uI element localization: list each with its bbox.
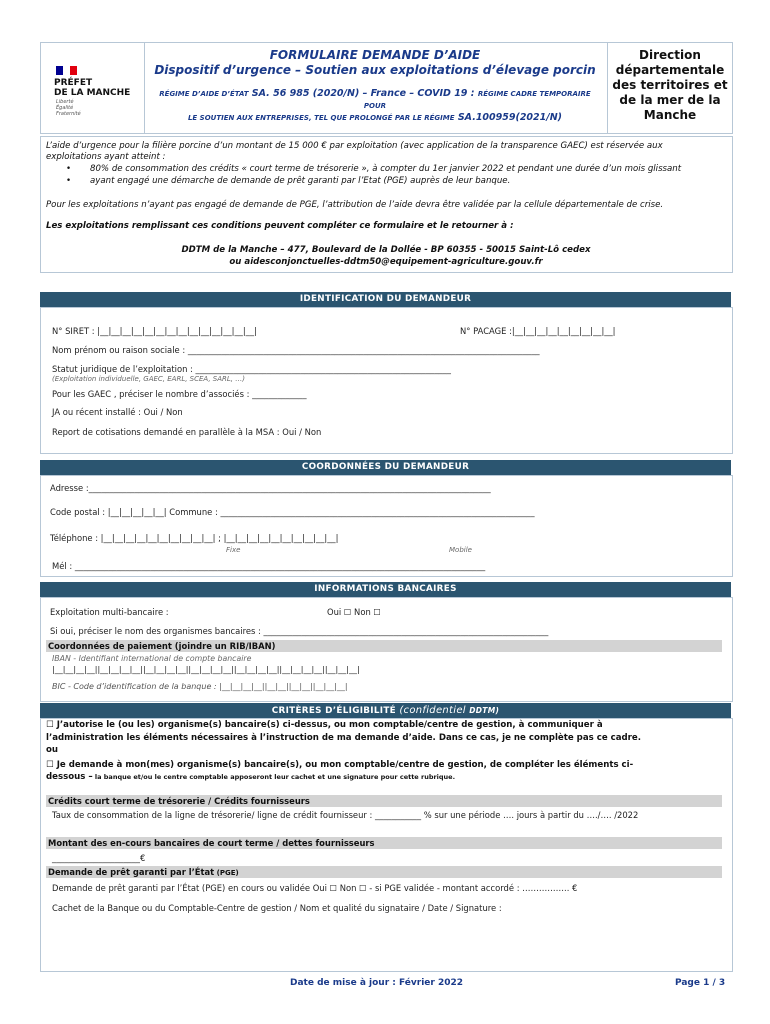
regime-text: RÉGIME CADRE TEMPORAIRE POUR <box>363 90 591 110</box>
section-header-coordonnees: COORDONNÉES DU DEMANDEUR <box>40 460 731 475</box>
bank-names-field[interactable]: Si oui, préciser le nom des organismes bancaires : ____________________________________________________________________ <box>50 626 549 636</box>
pge-subheader <box>46 866 722 878</box>
regime-text: SA.100959(2021/N) <box>454 112 563 123</box>
phone-mobile-label: Mobile <box>449 546 472 554</box>
prefet-logo-text <box>54 78 130 98</box>
statut-hint: (Exploitation individuelle, GAEC, EARL, SCEA, SARL, …) <box>52 375 245 383</box>
logo-motto <box>56 99 81 117</box>
criteres-title-italic: (confidentiel <box>399 705 466 716</box>
phone-field[interactable]: Téléphone : |__|__|__|__|__|__|__|__|__|__| ; |__|__|__|__|__|__|__|__|__|__| <box>50 533 339 543</box>
credits-subheader: Crédits court terme de trésorerie / Crédits fournisseurs <box>46 795 722 807</box>
ja-field[interactable]: JA ou récent installé : Oui / Non <box>52 407 183 417</box>
motto-line: Fraternité <box>56 111 81 117</box>
header-divider <box>144 42 145 134</box>
title-line-2: Dispositif d’urgence – Soutien aux exploitations d’élevage porcin <box>154 63 596 77</box>
name-field[interactable]: Nom prénom ou raison sociale : ____________________________________________________________________________________ <box>52 345 540 355</box>
regime-text: SA. 56 985 (2020/N) – France – COVID 19 : <box>248 88 478 99</box>
pge-field[interactable]: Demande de prêt garanti par l’État (PGE) en cours ou validée Oui ☐ Non ☐ - si PGE validée - montant accordé : …………….. € <box>52 883 578 893</box>
gaec-field[interactable]: Pour les GAEC , préciser le nombre d’associés : _____________ <box>52 389 307 399</box>
motto-line: Égalité <box>56 105 74 111</box>
title-line-1: FORMULAIRE DEMANDE D’AIDE <box>269 48 481 62</box>
pacage-field[interactable]: N° PACAGE :|__|__|__|__|__|__|__|__|__| <box>460 326 616 336</box>
bic-field[interactable]: BIC - Code d’identification de la banque : |__|__|__|__||__|__||__|__||__|__|__| <box>52 682 348 691</box>
request-text-small: la banque et/ou le centre comptable apposeront leur cachet et une signature pour cette rubrique. <box>92 773 456 781</box>
regime-text: LE SOUTIEN AUX ENTREPRISES, TEL QUE PROLONGÉ PAR LE RÉGIME <box>187 114 455 122</box>
pge-title: Demande de prêt garanti par l’État <box>48 867 215 877</box>
page-number: Page 1 / 3 <box>675 978 726 988</box>
logo-line: DE LA MANCHE <box>54 88 131 98</box>
credits-field[interactable]: Taux de consommation de la ligne de trésorerie/ ligne de crédit fournisseur : ___________ % sur une période …. jours à partir du …./…. /2022 <box>52 810 639 820</box>
request-text-bold: dessous – <box>46 772 93 782</box>
section-header-bancaires: INFORMATIONS BANCAIRES <box>40 582 731 597</box>
request-text <box>46 771 455 783</box>
section-header-identification: IDENTIFICATION DU DEMANDEUR <box>40 292 731 307</box>
multi-bank-label: Exploitation multi-bancaire : <box>50 607 169 617</box>
regime-text: RÉGIME D’AIDE D’ÉTAT <box>159 90 249 98</box>
flag-stripe <box>63 66 70 75</box>
or-text: ou <box>46 745 59 755</box>
return-address <box>46 244 726 268</box>
rib-subheader: Coordonnées de paiement (joindre un RIB/IBAN) <box>46 640 722 652</box>
authorize-checkbox-line[interactable]: ☐ J’autorise le (ou les) organisme(s) bancaire(s) ci-dessus, ou mon comptable/centre de gestion, à communiquer à <box>46 720 603 730</box>
flag-stripe <box>70 66 77 75</box>
cachet-signature-field[interactable]: Cachet de la Banque ou du Comptable-Centre de gestion / Nom et qualité du signataire / Date / Signature : <box>52 903 502 913</box>
address-line: DDTM de la Manche – 477, Boulevard de la Dollée - BP 60355 - 50015 Saint-Lô cedex <box>181 245 591 255</box>
iban-label: IBAN - Identifiant international de compte bancaire <box>52 654 252 663</box>
bullet-item: 80% de consommation des crédits « court terme de trésorerie », à compter du 1er janvier 2022 et pendant une durée d’un mois glissant <box>90 164 682 174</box>
section-header-criteres <box>40 703 731 718</box>
email-address[interactable]: ou aidesconjonctuelles-ddtm50@equipement-agriculture.gouv.fr <box>229 257 543 267</box>
update-date: Date de mise à jour : Février 2022 <box>290 978 464 988</box>
msa-field[interactable]: Report de cotisations demandé en parallèle à la MSA : Oui / Non <box>52 427 322 437</box>
montant-field[interactable]: _____________________€ <box>52 853 146 863</box>
intro-paragraph <box>46 141 726 163</box>
address-field[interactable]: Adresse :________________________________________________________________________________________________ <box>50 483 491 493</box>
postal-code-field[interactable]: Code postal : |__|__|__|__|__| Commune : ___________________________________________________________________________ <box>50 507 535 517</box>
bullet-item: ayant engagé une démarche de demande de prêt garanti par l’Etat (PGE) auprès de leur banque. <box>90 176 511 186</box>
criteres-title-end: DDTM) <box>469 706 500 715</box>
intro-line: L’aide d’urgence pour la filière porcine d’un montant de 15 000 € par exploitation (avec application de la transparence GAEC) est réservée aux <box>46 141 663 151</box>
intro-paragraph: Les exploitations remplissant ces conditions peuvent compléter ce formulaire et le retourner à : <box>46 221 514 231</box>
intro-line: exploitations ayant atteint : <box>46 152 166 162</box>
request-checkbox-line[interactable]: ☐ Je demande à mon(mes) organisme(s) bancaire(s), ou mon comptable/centre de gestion, de compléter les éléments ci- <box>46 760 634 770</box>
email-field[interactable]: Mél : __________________________________________________________________________________________________ <box>52 561 486 571</box>
statut-field[interactable]: Statut juridique de l’exploitation : _____________________________________________________________ <box>52 364 451 374</box>
direction-title: Direction départementale des territoires et de la mer de la Manche <box>612 48 728 122</box>
motto-line: Liberté <box>56 99 74 105</box>
siret-field[interactable]: N° SIRET : |__|__|__|__|__|__|__|__|__|__|__|__|__|__| <box>52 326 257 336</box>
criteres-title: CRITÈRES D’ÉLIGIBILITÉ <box>271 706 396 716</box>
regime-reference <box>150 88 600 124</box>
flag-stripe <box>56 66 63 75</box>
iban-field[interactable]: |__|__|__|__||__|__|__|__||__|__|__|__||__|__|__|__||__|__|__|__||__|__|__|__||__|__|__| <box>52 665 360 674</box>
multi-bank-checkboxes[interactable]: Oui ☐ Non ☐ <box>327 607 381 617</box>
header-divider <box>607 42 608 134</box>
montant-subheader: Montant des en-cours bancaires de court terme / dettes fournisseurs <box>46 837 722 849</box>
bullet-icon: • <box>66 164 72 174</box>
intro-paragraph: Pour les exploitations n’ayant pas engagé de demande de PGE, l’attribution de l’aide devra être validée par la cellule départementale de crise. <box>46 200 664 210</box>
logo-line: PRÉFET <box>54 78 93 88</box>
phone-fixe-label: Fixe <box>226 546 241 554</box>
pge-title-small: (PGE) <box>214 869 239 877</box>
authorize-text: l’administration les éléments nécessaires à l’instruction de ma demande d’aide. Dans ce cas, je ne complète pas ce cadre. <box>46 733 642 743</box>
form-title <box>150 48 600 78</box>
republic-flag-logo <box>56 66 78 75</box>
bullet-icon: • <box>66 176 72 186</box>
